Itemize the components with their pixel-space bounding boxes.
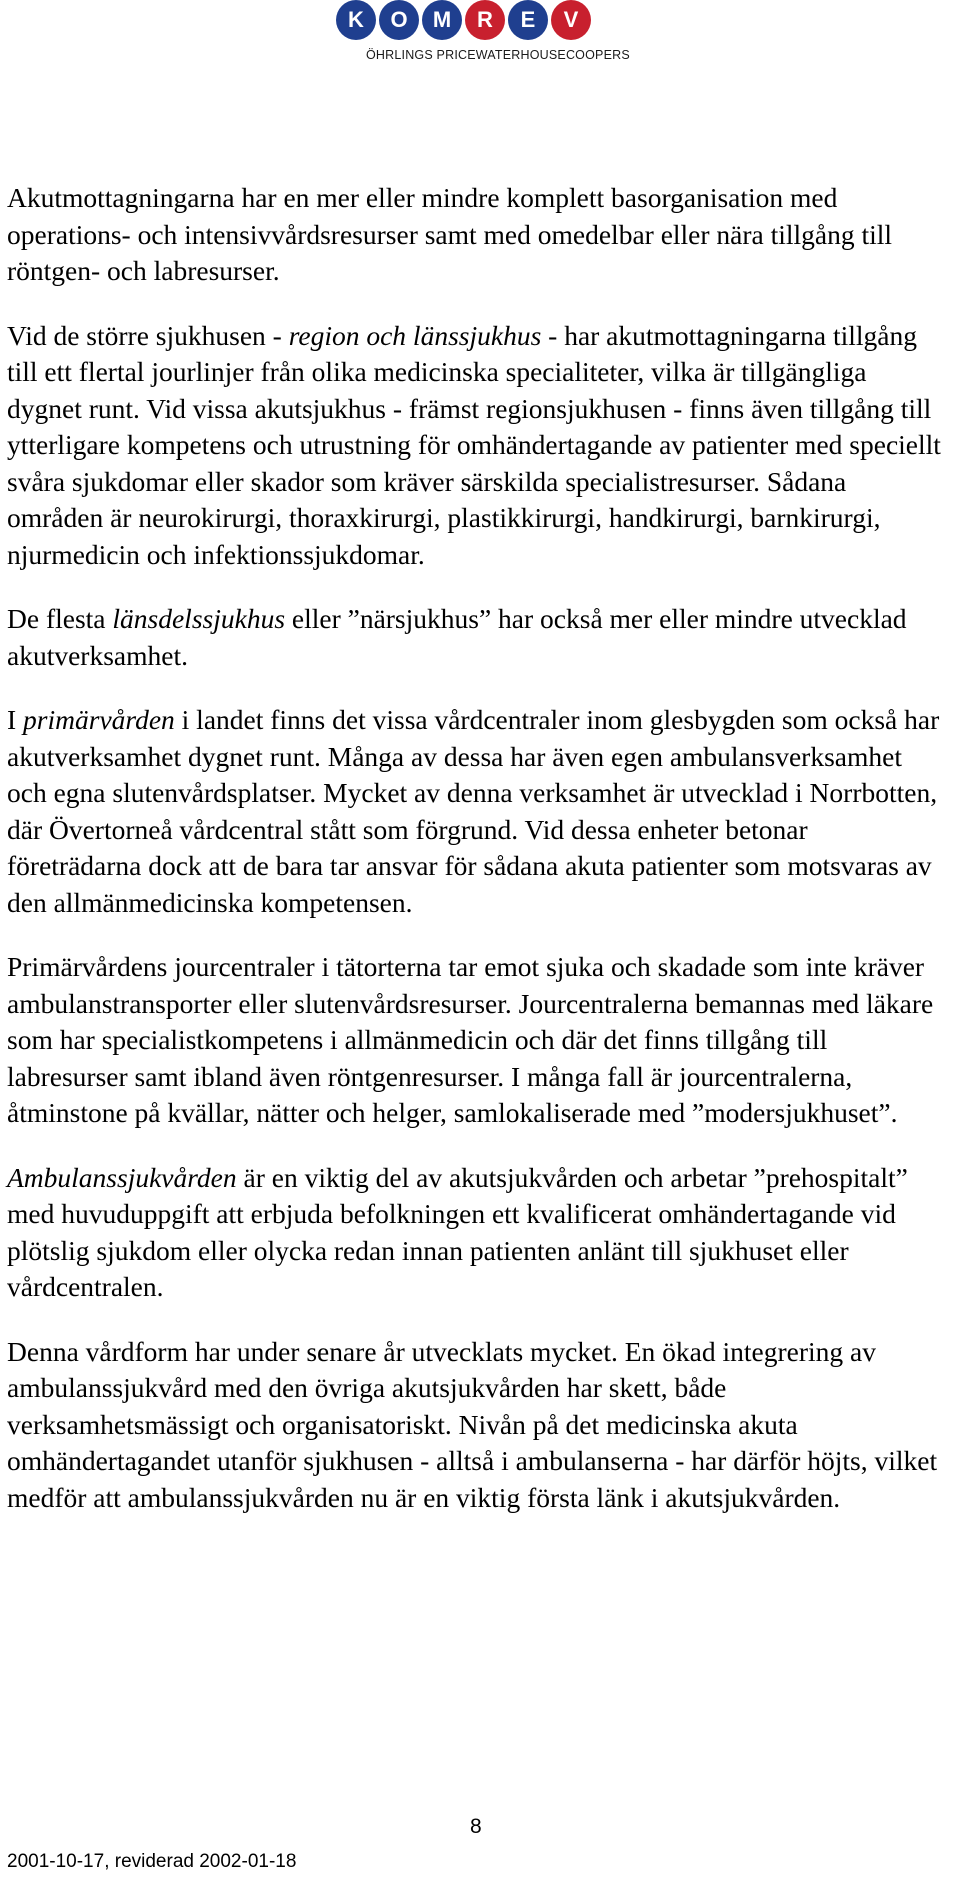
paragraph	[7, 601, 943, 674]
logo-letter-v: V	[551, 0, 591, 40]
paragraph	[7, 180, 943, 290]
logo-letter-m: M	[422, 0, 462, 40]
text-run: De flesta	[7, 603, 113, 634]
text-run: eller ”närsjukhus” har också mer eller mindre utvecklad akutverksamhet.	[7, 603, 907, 671]
text-run: Akutmottagningarna har en mer eller mindre komplett basorganisation med operations- och intensivvårdsresurser samt med omedelbar eller nära tillgång till röntgen- och labresurser.	[7, 182, 893, 286]
footer-date: 2001-10-17, reviderad 2002-01-18	[7, 1851, 297, 1872]
italic-term: region och länssjukhus	[288, 319, 542, 351]
italic-term: Ambulanssjukvården	[7, 1161, 237, 1193]
document-body	[7, 180, 943, 1544]
text-run: i landet finns det vissa vårdcentraler inom glesbygden som också har akutverksamhet dygnet runt. Många av dessa har även egen ambulansverksamhet och egna slutenvårdsplatser. Mycket av denna verksamhet är utvecklad i Norrbotten, där Övertorneå vårdcentral stått som förgrund. Vid dessa enheter betonar företrädarna dock att de bara tar ansvar för sådana akuta patienter som motsvaras av den allmänmedicinska kompetensen.	[7, 704, 940, 918]
komrev-logo	[336, 0, 630, 70]
page-number: 8	[470, 1815, 482, 1838]
text-run: Denna vårdform har under senare år utvecklats mycket. En ökad integrering av ambulanssjukvård med den övriga akutsjukvården har skett, både verksamhetsmässigt och organisatoriskt. Nivån på det medicinska akuta omhändertagandet utanför sjukhusen - alltså i ambulanserna - har därför höjts, vilket medför att ambulanssjukvården nu är en viktig första länk i akutsjukvården.	[7, 1335, 938, 1513]
logo-letter-o: O	[379, 0, 419, 40]
text-run: Vid de större sjukhusen -	[7, 319, 289, 351]
logo-letter-e: E	[508, 0, 548, 40]
text-run: - har akutmottagningarna tillgång till ett flertal jourlinjer från olika medicinska specialiteter, vilka är tillgängliga dygnet runt. Vid vissa akutsjukhus - främst regionsjukhusen - finns även tillgång till ytterligare kompetens och utrustning för omhändertagande av patienter med speciellt svåra sjukdomar eller skador som kräver särskilda specialistresurser. Sådana områden är neurokirurgi, thoraxkirurgi, plastikkirurgi, handkirurgi, barnkirurgi, njurmedicin och infektionssjukdomar.	[7, 319, 941, 570]
logo-letter-r: R	[465, 0, 505, 40]
logo-subtitle: ÖHRLINGS PRICEWATERHOUSECOOPERS	[366, 48, 630, 62]
paragraph	[7, 1334, 943, 1517]
logo-letter-k: K	[336, 0, 376, 40]
italic-term: primärvården	[23, 704, 175, 735]
paragraph	[7, 949, 943, 1132]
text-run: I	[7, 704, 24, 735]
text-run: är en viktig del av akutsjukvården och arbetar ”prehospitalt” med huvuduppgift att erbjuda befolkningen ett kvalificerat omhändertagande vid plötslig sjukdom eller olycka redan innan patienten anlänt till sjukhuset eller vårdcentralen.	[7, 1161, 908, 1302]
paragraph	[7, 702, 943, 921]
logo-letter-circles	[336, 0, 591, 40]
paragraph	[7, 1160, 943, 1306]
italic-term: länsdelssjukhus	[112, 603, 286, 634]
text-run: Primärvårdens jourcentraler i tätorterna tar emot sjuka och skadade som inte kräver ambulanstransporter eller slutenvårdsresurser. Jourcentralerna bemannas med läkare som har specialistkompetens i allmänmedicin och där det finns tillgång till labresurser samt ibland även röntgenresurser. I många fall är jourcentralerna, åtminstone på kvällar, nätter och helger, samlokaliserade med ”modersjukhuset”.	[7, 951, 934, 1128]
paragraph	[7, 318, 943, 574]
